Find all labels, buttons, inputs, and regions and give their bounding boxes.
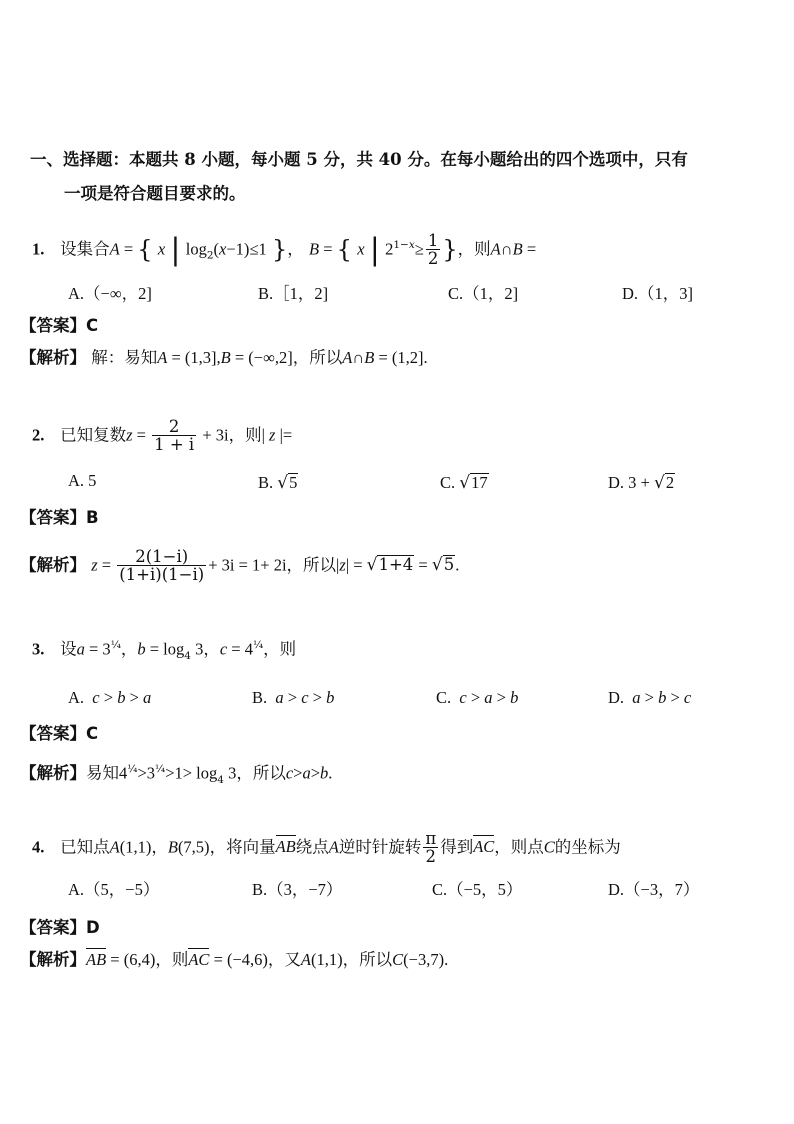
q1-option-b: B.［1，2] xyxy=(258,284,329,303)
question-4-stem: 4. 已知点A(1,1)，B(7,5)，将向量AB绕点A逆时针旋转 $\frac{\pi}{2}$ 得到AC，则点C的坐标为 xyxy=(32,829,621,867)
q2-answer: 【答案】B xyxy=(20,508,99,527)
q3-option-a: A. c > b > a xyxy=(68,688,152,707)
q3-option-b: B. a > c > b xyxy=(252,688,335,707)
q1-answer: 【答案】C xyxy=(20,316,99,335)
section-header-line1: 一、选择题：本题共 8 小题，每小题 5 分，共 40 分。在每小题给出的四个选项中，只有 xyxy=(30,150,688,169)
section-header-line2: 一项是符合题目要求的。 xyxy=(64,184,246,203)
q2-option-a: A. 5 xyxy=(68,471,97,490)
q4-option-d: D.（−3，7） xyxy=(608,880,700,899)
q4-answer: 【答案】D xyxy=(20,918,100,937)
q2-option-d: D. 3 + √ 2 xyxy=(608,473,675,494)
q1-analysis: 【解析】 解：易知A = (1,3],B = (−∞,2]，所以A∩B = (1,2]. xyxy=(20,348,428,367)
question-1-stem: 1. 设集合A = { x | $\log_2(x-1)\le 1$ }， B = { x | $2^{1-x}\ge$ $\frac{1}{2}$ }，则A∩B = xyxy=(32,231,537,269)
q3-answer: 【答案】C xyxy=(20,724,99,743)
q3-analysis: 【解析】易知$4^{\frac{1}{4}}>3^{\frac{1}{4}}>1> \log_4 3$，所以c>a>b. xyxy=(20,763,333,786)
q3-option-c: C. c > a > b xyxy=(436,688,519,707)
q3-option-d: D. a > b > c xyxy=(608,688,692,707)
question-3-stem: 3. 设$a = 3^{\frac{1}{4}}$，$b = \log_4 3$，$c = 4^{\frac{1}{4}}$，则 xyxy=(32,639,297,662)
q2-analysis: 【解析】 z = $\frac{2(1-i)}{(1+i)(1-i)}$ + 3i = 1+ 2i，所以|z| = √ 1+4 = √ 5 . xyxy=(20,547,460,585)
q1-option-d: D.（1，3] xyxy=(622,284,694,303)
question-2-stem: 2. 已知复数z = $\frac{2}{1 + i}$ + 3i，则| z |= xyxy=(32,417,293,455)
q4-option-c: C.（−5，5） xyxy=(432,880,523,899)
q2-option-c: C. √ 17 xyxy=(440,473,488,494)
q4-option-b: B.（3，−7） xyxy=(252,880,343,899)
q4-analysis: 【解析】AB = (6,4)，则AC = (−4,6)，又A(1,1)，所以C(−3,7). xyxy=(20,950,449,969)
q2-option-b: B. √ 5 xyxy=(258,473,298,494)
q1-option-a: A.（−∞，2] xyxy=(68,284,152,303)
q1-option-c: C.（1，2] xyxy=(448,284,519,303)
q4-option-a: A.（5，−5） xyxy=(68,880,160,899)
